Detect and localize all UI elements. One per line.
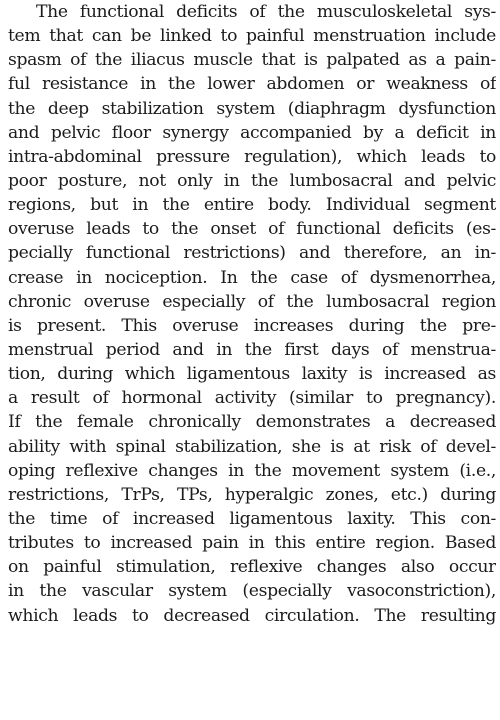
paragraph-line: menstrual period and in the first days of menstrua- [8, 339, 496, 360]
paragraph-line: overuse leads to the onset of functional deficits (es- [8, 219, 496, 240]
paragraph-line: tem that can be linked to painful menstruation include [8, 26, 496, 47]
paragraph-line: If the female chronically demonstrates a decreased [8, 412, 496, 433]
paragraph-line: chronic overuse especially of the lumbosacral region [8, 291, 496, 312]
paragraph-line: and pelvic floor synergy accompanied by a deficit in [8, 122, 496, 143]
paragraph-line: a result of hormonal activity (similar to pregnancy). [8, 388, 496, 409]
document-page [8, 0, 496, 720]
paragraph-line: regions, but in the entire body. Individual segment [8, 195, 496, 216]
paragraph-line: the deep stabilization system (diaphragm dysfunction [8, 98, 496, 119]
paragraph-line: crease in nociception. In the case of dysmenorrhea, [8, 267, 496, 288]
paragraph-line: The functional deficits of the musculoskeletal sys- [36, 2, 496, 22]
paragraph-line: which leads to decreased circulation. The resulting [8, 605, 496, 626]
paragraph-line: restrictions, TrPs, TPs, hyperalgic zones, etc.) during [8, 484, 496, 505]
paragraph-line: ful resistance in the lower abdomen or weakness of [8, 74, 496, 95]
paragraph-line: tion, during which ligamentous laxity is increased as [8, 364, 496, 385]
paragraph-line: tributes to increased pain in this entire region. Based [8, 533, 496, 554]
paragraph-line: on painful stimulation, reflexive changes also occur [8, 557, 496, 578]
paragraph-line: in the vascular system (especially vasoconstriction), [8, 581, 496, 602]
paragraph-line: poor posture, not only in the lumbosacral and pelvic [8, 170, 496, 191]
paragraph-line: ability with spinal stabilization, she is at risk of devel- [8, 436, 496, 457]
paragraph-line: spasm of the iliacus muscle that is palpated as a pain- [8, 50, 496, 71]
body-paragraph [8, 0, 496, 626]
paragraph-line: intra-abdominal pressure regulation), which leads to [8, 146, 496, 167]
paragraph-line: the time of increased ligamentous laxity. This con- [8, 508, 496, 529]
paragraph-line: is present. This overuse increases during the pre- [8, 315, 496, 336]
paragraph-line: oping reflexive changes in the movement system (i.e., [8, 460, 496, 481]
paragraph-line: pecially functional restrictions) and therefore, an in- [8, 243, 496, 264]
